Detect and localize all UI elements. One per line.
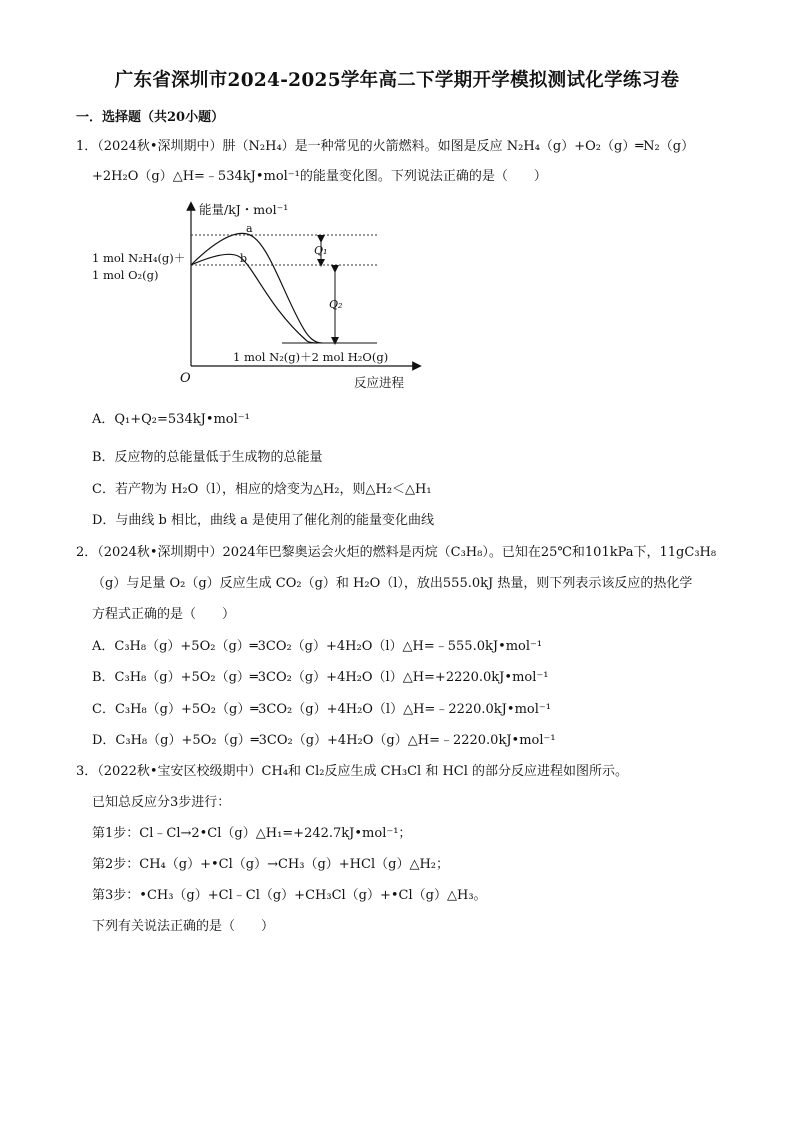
- curve-b-label: b: [240, 252, 248, 265]
- question-2-number: 2．: [76, 545, 98, 560]
- question-1-stem-line-2: +2H₂O（g）△H=﹣534kJ•mol⁻¹的能量变化图。下列说法正确的是（ ）: [92, 169, 547, 184]
- curve-a-label: a: [246, 222, 253, 235]
- q1-label: Q₁: [314, 244, 328, 257]
- origin-label: O: [180, 371, 191, 386]
- page-title: 广东省深圳市2024-2025学年高二下学期开学模拟测试化学练习卷: [114, 70, 680, 91]
- question-2-stem-line-1: [76, 544, 716, 562]
- question-3-stem-line-2: 已知总反应分3步进行：: [92, 795, 231, 810]
- section-heading: 一．选择题（共20小题）: [76, 110, 225, 125]
- question-3-step-2: 第2步：CH₄（g）+•Cl（g）→CH₃（g）+HCl（g）△H₂；: [92, 857, 449, 872]
- question-1-stem-text-1: （2024秋•深圳期中）肼（N₂H₄）是一种常见的火箭燃料。如图是反应 N₂H₄（g）+O₂（g）═N₂（g）: [97, 139, 695, 154]
- question-2-stem-text-1: （2024秋•深圳期中）2024年巴黎奥运会火炬的燃料是丙烷（C₃H₈）。已知在25℃和101kPa下，11gC₃H₈: [97, 545, 717, 560]
- product-label: 1 mol N₂(g)＋2 mol H₂O(g): [233, 350, 389, 364]
- question-2-option-a[interactable]: A．C₃H₈（g）+5O₂（g）═3CO₂（g）+4H₂O（l）△H=﹣555.0kJ•mol⁻¹: [92, 639, 543, 654]
- reactant-label-1: 1 mol N₂H₄(g)＋: [92, 251, 186, 265]
- question-3-prompt: 下列有关说法正确的是（ ）: [92, 919, 275, 934]
- x-axis-label: 反应进程: [354, 375, 405, 390]
- question-3-number: 3．: [76, 764, 98, 779]
- question-1-option-d[interactable]: D．与曲线 b 相比，曲线 a 是使用了催化剂的能量变化曲线: [92, 513, 435, 528]
- question-2-stem-line-2: （g）与足量 O₂（g）反应生成 CO₂（g）和 H₂O（l），放出555.0kJ 热量，则下列表示该反应的热化学: [92, 576, 693, 591]
- question-1-option-c[interactable]: C．若产物为 H₂O（l），相应的焓变为△H₂，则△H₂＜△H₁: [92, 482, 432, 497]
- energy-diagram: [92, 196, 422, 396]
- y-axis-label: 能量/kJ・mol⁻¹: [199, 202, 289, 217]
- question-3-step-3: 第3步：•CH₃（g）+Cl﹣Cl（g）+CH₃Cl（g）+•Cl（g）△H₃。: [92, 888, 487, 903]
- question-1-option-b[interactable]: B．反应物的总能量低于生成物的总能量: [92, 450, 323, 465]
- question-2-option-d[interactable]: D．C₃H₈（g）+5O₂（g）═3CO₂（g）+4H₂O（g）△H=﹣2220.0kJ•mol⁻¹: [92, 733, 556, 748]
- reactant-label-2: 1 mol O₂(g): [92, 268, 159, 282]
- question-3-stem-line-1: [76, 763, 628, 781]
- question-2-option-b[interactable]: B．C₃H₈（g）+5O₂（g）═3CO₂（g）+4H₂O（l）△H=+2220.0kJ•mol⁻¹: [92, 670, 549, 685]
- curve-a: [191, 233, 322, 343]
- q2-label: Q₂: [329, 298, 343, 311]
- curve-b: [191, 254, 317, 343]
- question-2-stem-line-3: 方程式正确的是（ ）: [92, 607, 236, 622]
- question-2-option-c[interactable]: C．C₃H₈（g）+5O₂（g）═3CO₂（g）+4H₂O（l）△H=﹣2220.0kJ•mol⁻¹: [92, 702, 551, 717]
- question-1-stem-line-1: [76, 138, 694, 156]
- question-1-number: 1．: [76, 139, 98, 154]
- question-3-step-1: 第1步：Cl﹣Cl→2•Cl（g）△H₁=+242.7kJ•mol⁻¹；: [92, 826, 412, 841]
- question-3-stem-text-1: （2022秋•宝安区校级期中）CH₄和 Cl₂反应生成 CH₃Cl 和 HCl 的部分反应进程如图所示。: [97, 764, 629, 779]
- question-1-option-a[interactable]: A．Q₁+Q₂=534kJ•mol⁻¹: [92, 412, 250, 427]
